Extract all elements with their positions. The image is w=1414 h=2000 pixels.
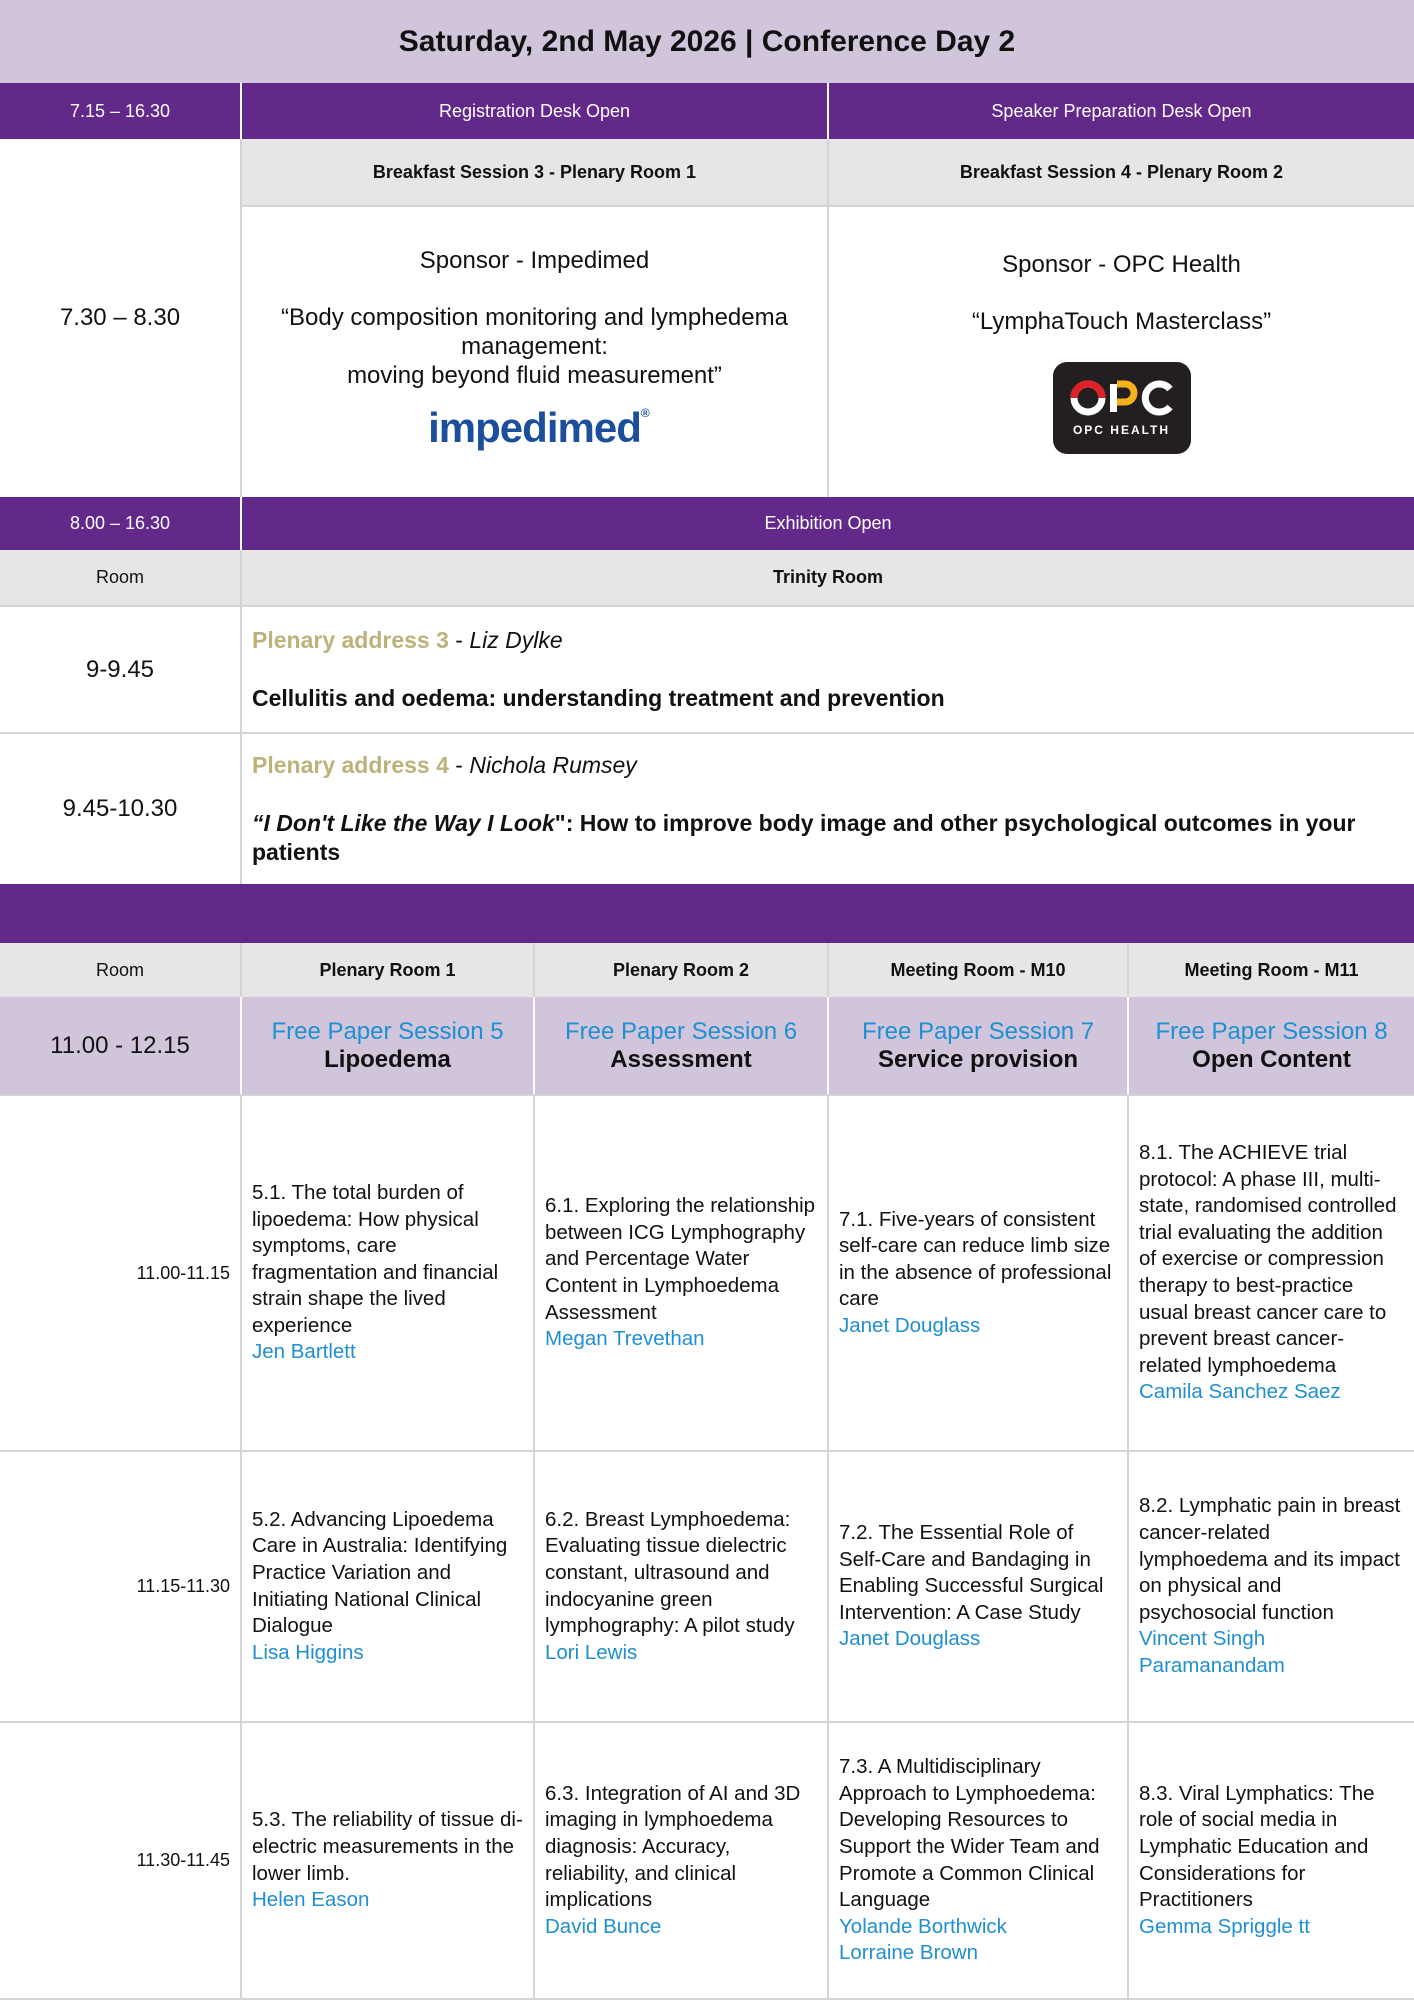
paper-title: 8.3. Viral Lymphatics: The role of social media in Lymphatic Education and Considerations for Practitioners	[1139, 1781, 1375, 1912]
paper-author: Gemma Spriggle tt	[1139, 1914, 1310, 1938]
paper-author: Jen Bartlett	[252, 1340, 356, 1364]
session-7-topic: Service provision	[877, 1045, 1079, 1073]
paper-title: 7.3. A Multidisciplinary Approach to Lymphoedema: Developing Resources to Support the Wider Team and Promote a Common Clinical Language	[839, 1755, 1100, 1912]
breakfast-session-4-heading: Breakfast Session 4 - Plenary Room 2	[827, 139, 1414, 205]
plenary-3-heading	[252, 626, 563, 655]
table-row	[0, 1094, 1414, 1450]
session-8-topic: Open Content	[1192, 1045, 1351, 1073]
session-5-header	[240, 997, 533, 1094]
paper-author: Vincent Singh Paramanandam	[1139, 1627, 1285, 1677]
paper-8-3	[1127, 1723, 1414, 1998]
paper-title: 7.1. Five-years of consistent self-care can reduce limb size in the absence of professional care	[839, 1207, 1112, 1311]
paper-author: Janet Douglass	[839, 1627, 981, 1651]
session-8-name: Free Paper Session 8	[1155, 1017, 1388, 1045]
registration-desk-cell: Registration Desk Open	[240, 83, 827, 139]
paper-6-1	[533, 1096, 827, 1450]
plenary-4-title-quote: “I Don't Like the Way I Look	[252, 810, 555, 836]
plenary-4-content	[240, 734, 1414, 884]
time-cell: 7.15 – 16.30	[69, 100, 171, 121]
session-5-topic: Lipoedema	[324, 1045, 451, 1073]
plenary-4-speaker: Nichola Rumsey	[469, 752, 637, 778]
session-7-name: Free Paper Session 7	[861, 1017, 1095, 1045]
breakfast-row	[0, 139, 1414, 497]
sessions-row	[0, 997, 1414, 1094]
opc-logo-mark	[1070, 379, 1174, 417]
speaker-prep-cell: Speaker Preparation Desk Open	[827, 83, 1414, 139]
paper-6-3	[533, 1723, 827, 1998]
paper-author: Megan Trevethan	[545, 1327, 705, 1351]
plenary-room-row	[0, 550, 1414, 605]
paper-title: 5.2. Advancing Lipoedema Care in Australia: Identifying Practice Variation and Initiating National Clinical Dialogue	[252, 1507, 508, 1638]
talk-title-line-1: “Body composition monitoring and lymphedema	[281, 304, 788, 331]
room-label: Room	[95, 959, 144, 980]
room-meeting-m11: Meeting Room - M11	[1127, 943, 1414, 997]
plenary-4-label: Plenary address 4	[252, 752, 449, 778]
room-plenary-2: Plenary Room 2	[533, 943, 827, 997]
session-6-name: Free Paper Session 6	[564, 1017, 798, 1045]
talk-title-line-2: management:	[461, 333, 608, 360]
paper-title: 7.2. The Essential Role of Self-Care and Bandaging in Enabling Successful Surgical Intervention: A Case Study	[839, 1521, 1104, 1624]
plenary-4-row	[0, 732, 1414, 884]
table-row	[0, 1721, 1414, 2000]
paper-title: 8.2. Lymphatic pain in breast cancer-related lymphoedema and its impact on physical and psychosocial function	[1139, 1494, 1401, 1624]
session-6-header	[533, 997, 827, 1094]
paper-title: 5.3. The reliability of tissue di-electric measurements in the lower limb.	[252, 1808, 523, 1885]
paper-8-2	[1127, 1452, 1414, 1721]
breakfast-session-4-body	[827, 205, 1414, 497]
exhibition-time: 8.00 – 16.30	[69, 513, 171, 533]
plenary-3-time: 9-9.45	[85, 655, 155, 683]
session-6-topic: Assessment	[610, 1045, 752, 1073]
breakfast-time: 7.30 – 8.30	[59, 304, 181, 331]
exhibition-row	[0, 497, 1414, 550]
paper-author: Lisa Higgins	[252, 1640, 364, 1664]
paper-5-2	[240, 1452, 533, 1721]
talk-title: “LymphaTouch Masterclass”	[971, 308, 1272, 335]
plenary-3-speaker: Liz Dylke	[469, 627, 563, 653]
opc-logo-text: OPC HEALTH	[1072, 423, 1171, 437]
slot-time: 11.15-11.30	[136, 1576, 230, 1596]
paper-author: Helen Eason	[252, 1888, 370, 1912]
breakfast-session-3-heading: Breakfast Session 3 - Plenary Room 1	[240, 139, 827, 205]
separator: -	[448, 627, 470, 653]
breakfast-session-3-body	[240, 205, 827, 497]
day-title-bar	[0, 0, 1414, 83]
paper-7-2	[827, 1452, 1127, 1721]
sessions-time: 11.00 - 12.15	[50, 1031, 190, 1059]
paper-author: Lori Lewis	[545, 1640, 638, 1664]
exhibition-label: Exhibition Open	[240, 497, 1414, 550]
registration-row	[0, 83, 1414, 139]
table-row	[0, 1450, 1414, 1721]
sponsor-impedimed: Sponsor - Impedimed	[419, 247, 650, 274]
paper-7-1	[827, 1096, 1127, 1450]
paper-author: David Bunce	[545, 1914, 662, 1938]
session-8-header	[1127, 997, 1414, 1094]
plenary-4-heading	[252, 751, 637, 780]
plenary-3-row	[0, 605, 1414, 732]
paper-title: 8.1. The ACHIEVE trial protocol: A phase III, multi-state, randomised controlled trial evaluating the addition of exercise or compression therapy to best-practice usual breast cancer care to prevent breast cancer-related lymphoedema	[1139, 1141, 1397, 1377]
paper-author: Janet Douglass	[839, 1313, 981, 1337]
paper-title: 5.1. The total burden of lipoedema: How physical symptoms, care fragmentation and financial strain shape the lived experience	[252, 1180, 499, 1337]
paper-6-2	[533, 1452, 827, 1721]
plenary-4-time: 9.45-10.30	[62, 795, 178, 822]
room-plenary-1: Plenary Room 1	[240, 943, 533, 997]
plenary-3-title: Cellulitis and oedema: understanding treatment and prevention	[252, 685, 945, 711]
room-meeting-m10: Meeting Room - M10	[827, 943, 1127, 997]
plenary-4-title-rest: ": How to improve body image and other psychological outcomes in your patients	[252, 810, 1356, 865]
paper-title: 6.2. Breast Lymphoedema: Evaluating tissue dielectric constant, ultrasound and indocyanine green lymphography: A pilot study	[545, 1507, 795, 1638]
paper-title: 6.3. Integration of AI and 3D imaging in lymphoedema diagnosis: Accuracy, reliability, and clinical implications	[545, 1781, 801, 1912]
session-7-header	[827, 997, 1127, 1094]
paper-author: Yolande Borthwick Lorraine Brown	[839, 1914, 1007, 1965]
rooms-row	[0, 943, 1414, 997]
paper-5-1	[240, 1096, 533, 1450]
sponsor-opc-health: Sponsor - OPC Health	[1002, 251, 1241, 278]
plenary-4-title	[252, 809, 1404, 867]
impedimed-logo: impedimed ®	[428, 404, 649, 451]
paper-5-3	[240, 1723, 533, 1998]
separator: -	[448, 752, 470, 778]
slot-time: 11.30-11.45	[136, 1850, 230, 1870]
talk-title-line-3: moving beyond fluid measurement”	[347, 362, 722, 389]
plenary-3-label: Plenary address 3	[252, 627, 449, 653]
plenary-3-content	[240, 607, 1414, 732]
opc-health-logo	[1053, 362, 1191, 454]
slot-time: 11.00-11.15	[136, 1262, 230, 1283]
session-5-name: Free Paper Session 5	[271, 1017, 504, 1045]
paper-8-1	[1127, 1096, 1414, 1450]
page-title: Saturday, 2nd May 2026 | Conference Day 2	[398, 24, 1016, 58]
paper-7-3	[827, 1723, 1127, 1998]
room-label: Room	[95, 567, 144, 587]
paper-author: Camila Sanchez Saez	[1139, 1380, 1341, 1404]
paper-title: 6.1. Exploring the relationship between ICG Lymphography and Percentage Water Content in Lymphoedema Assessment	[545, 1194, 816, 1324]
break-bar	[0, 884, 1414, 943]
trinity-room-label: Trinity Room	[240, 550, 1414, 605]
